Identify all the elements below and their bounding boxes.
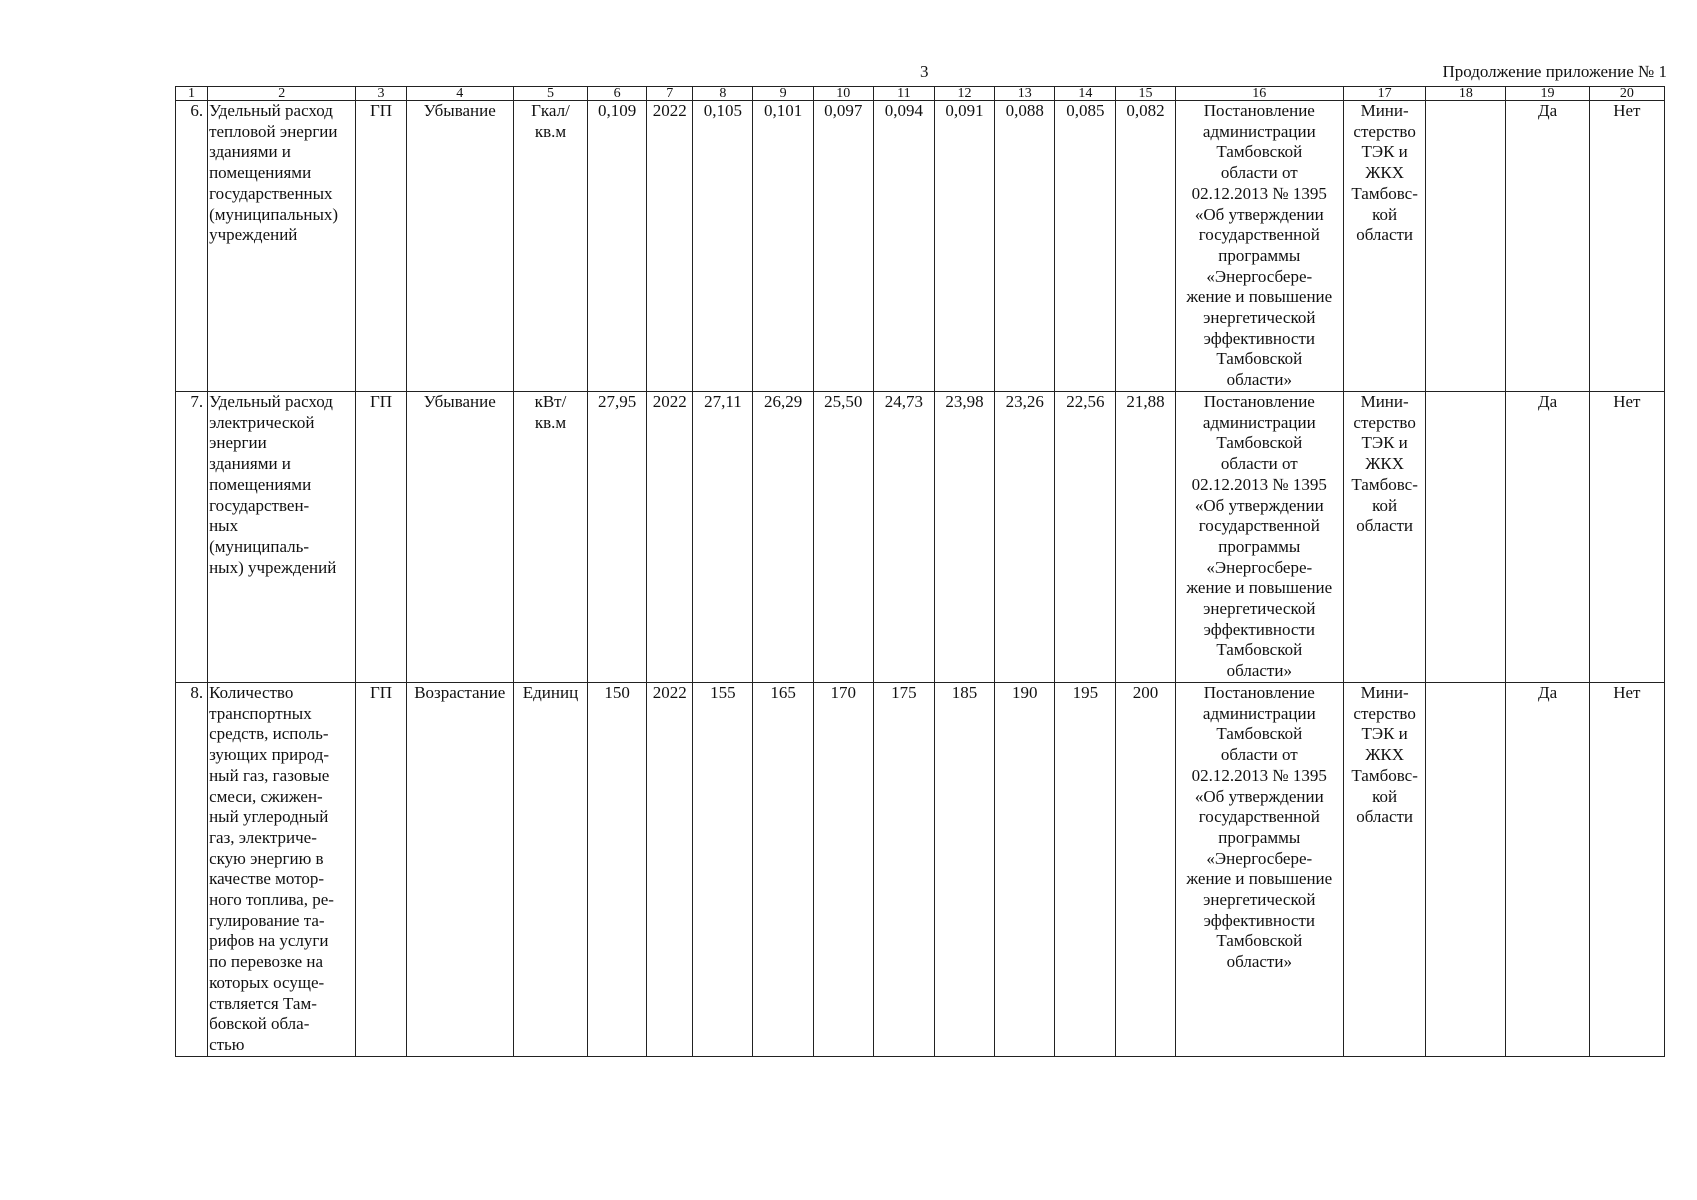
base-year: 2022 <box>647 683 693 1057</box>
source-document: Постановление администрации Тамбовской области от 02.12.2013 № 1395 «Об утверждении государственной программы «Энергосбере- жение и повышение энергетической эффективности Тамбовской области» <box>1175 392 1343 683</box>
year-value: 0,091 <box>934 101 994 392</box>
year-value: 25,50 <box>813 392 873 683</box>
row-number: 8. <box>176 683 208 1057</box>
column-20-cell: Нет <box>1589 683 1664 1057</box>
indicator-trend: Убывание <box>406 101 513 392</box>
year-value: 26,29 <box>753 392 813 683</box>
responsible-body: Мини- стерство ТЭК и ЖКХ Тамбовс- кой области <box>1344 683 1426 1057</box>
indicators-table <box>175 86 1665 1057</box>
column-number-row <box>176 87 1665 101</box>
year-value: 0,094 <box>873 101 934 392</box>
year-value: 27,11 <box>693 392 753 683</box>
indicator-unit: Единиц <box>513 683 587 1057</box>
responsible-body: Мини- стерство ТЭК и ЖКХ Тамбовс- кой области <box>1344 101 1426 392</box>
column-number: 11 <box>873 87 934 101</box>
column-number: 20 <box>1589 87 1664 101</box>
indicator-type: ГП <box>356 101 406 392</box>
indicator-trend: Убывание <box>406 392 513 683</box>
year-value: 0,097 <box>813 101 873 392</box>
base-year: 2022 <box>647 392 693 683</box>
column-number: 14 <box>1055 87 1116 101</box>
column-number: 1 <box>176 87 208 101</box>
base-value: 27,95 <box>588 392 647 683</box>
column-18-cell <box>1426 101 1506 392</box>
year-value: 0,101 <box>753 101 813 392</box>
year-value: 0,105 <box>693 101 753 392</box>
indicator-name: Удельный расход электрической энергии зданиями и помещениями государствен- ных (муниципаль- ных) учреждений <box>208 392 356 683</box>
column-number: 15 <box>1116 87 1175 101</box>
column-number: 8 <box>693 87 753 101</box>
year-value: 0,088 <box>995 101 1055 392</box>
indicator-name: Количество транспортных средств, исполь- зующих природ- ный газ, газовые смеси, сжижен- ный углеродный газ, электриче- скую энергию в качестве мотор- ного топлива, ре- гулирование та- рифов на услуги по перевозке на которых осуще- ствляется Там- бовской обла- стью <box>208 683 356 1057</box>
indicator-type: ГП <box>356 683 406 1057</box>
year-value: 24,73 <box>873 392 934 683</box>
year-value: 200 <box>1116 683 1175 1057</box>
row-number: 7. <box>176 392 208 683</box>
base-value: 150 <box>588 683 647 1057</box>
year-value: 155 <box>693 683 753 1057</box>
indicator-trend: Возрастание <box>406 683 513 1057</box>
column-number: 18 <box>1426 87 1506 101</box>
indicator-name: Удельный расход тепловой энергии зданиями и помещениями государственных (муниципальных) учреждений <box>208 101 356 392</box>
indicator-unit: кВт/ кв.м <box>513 392 587 683</box>
column-20-cell: Нет <box>1589 392 1664 683</box>
column-number: 7 <box>647 87 693 101</box>
column-number: 10 <box>813 87 873 101</box>
responsible-body: Мини- стерство ТЭК и ЖКХ Тамбовс- кой области <box>1344 392 1426 683</box>
column-20-cell: Нет <box>1589 101 1664 392</box>
column-number: 17 <box>1344 87 1426 101</box>
continuation-label: Продолжение приложение № 1 <box>1442 62 1667 81</box>
base-value: 0,109 <box>588 101 647 392</box>
column-number: 5 <box>513 87 587 101</box>
column-number: 6 <box>588 87 647 101</box>
year-value: 190 <box>995 683 1055 1057</box>
year-value: 23,98 <box>934 392 994 683</box>
column-18-cell <box>1426 683 1506 1057</box>
column-number: 19 <box>1506 87 1589 101</box>
year-value: 23,26 <box>995 392 1055 683</box>
indicator-type: ГП <box>356 392 406 683</box>
indicator-unit: Гкал/ кв.м <box>513 101 587 392</box>
column-19-cell: Да <box>1506 392 1589 683</box>
year-value: 22,56 <box>1055 392 1116 683</box>
year-value: 0,082 <box>1116 101 1175 392</box>
base-year: 2022 <box>647 101 693 392</box>
column-19-cell: Да <box>1506 683 1589 1057</box>
year-value: 195 <box>1055 683 1116 1057</box>
source-document: Постановление администрации Тамбовской области от 02.12.2013 № 1395 «Об утверждении государственной программы «Энергосбере- жение и повышение энергетической эффективности Тамбовской области» <box>1175 683 1343 1057</box>
table-row <box>176 101 1665 392</box>
year-value: 170 <box>813 683 873 1057</box>
year-value: 21,88 <box>1116 392 1175 683</box>
column-19-cell: Да <box>1506 101 1589 392</box>
column-number: 16 <box>1175 87 1343 101</box>
column-number: 4 <box>406 87 513 101</box>
year-value: 175 <box>873 683 934 1057</box>
page-number: 3 <box>920 62 929 81</box>
source-document: Постановление администрации Тамбовской области от 02.12.2013 № 1395 «Об утверждении государственной программы «Энергосбере- жение и повышение энергетической эффективности Тамбовской области» <box>1175 101 1343 392</box>
column-number: 3 <box>356 87 406 101</box>
year-value: 165 <box>753 683 813 1057</box>
year-value: 0,085 <box>1055 101 1116 392</box>
table-row <box>176 392 1665 683</box>
year-value: 185 <box>934 683 994 1057</box>
table-row <box>176 683 1665 1057</box>
column-number: 2 <box>208 87 356 101</box>
column-number: 9 <box>753 87 813 101</box>
column-number: 13 <box>995 87 1055 101</box>
column-number: 12 <box>934 87 994 101</box>
row-number: 6. <box>176 101 208 392</box>
column-18-cell <box>1426 392 1506 683</box>
